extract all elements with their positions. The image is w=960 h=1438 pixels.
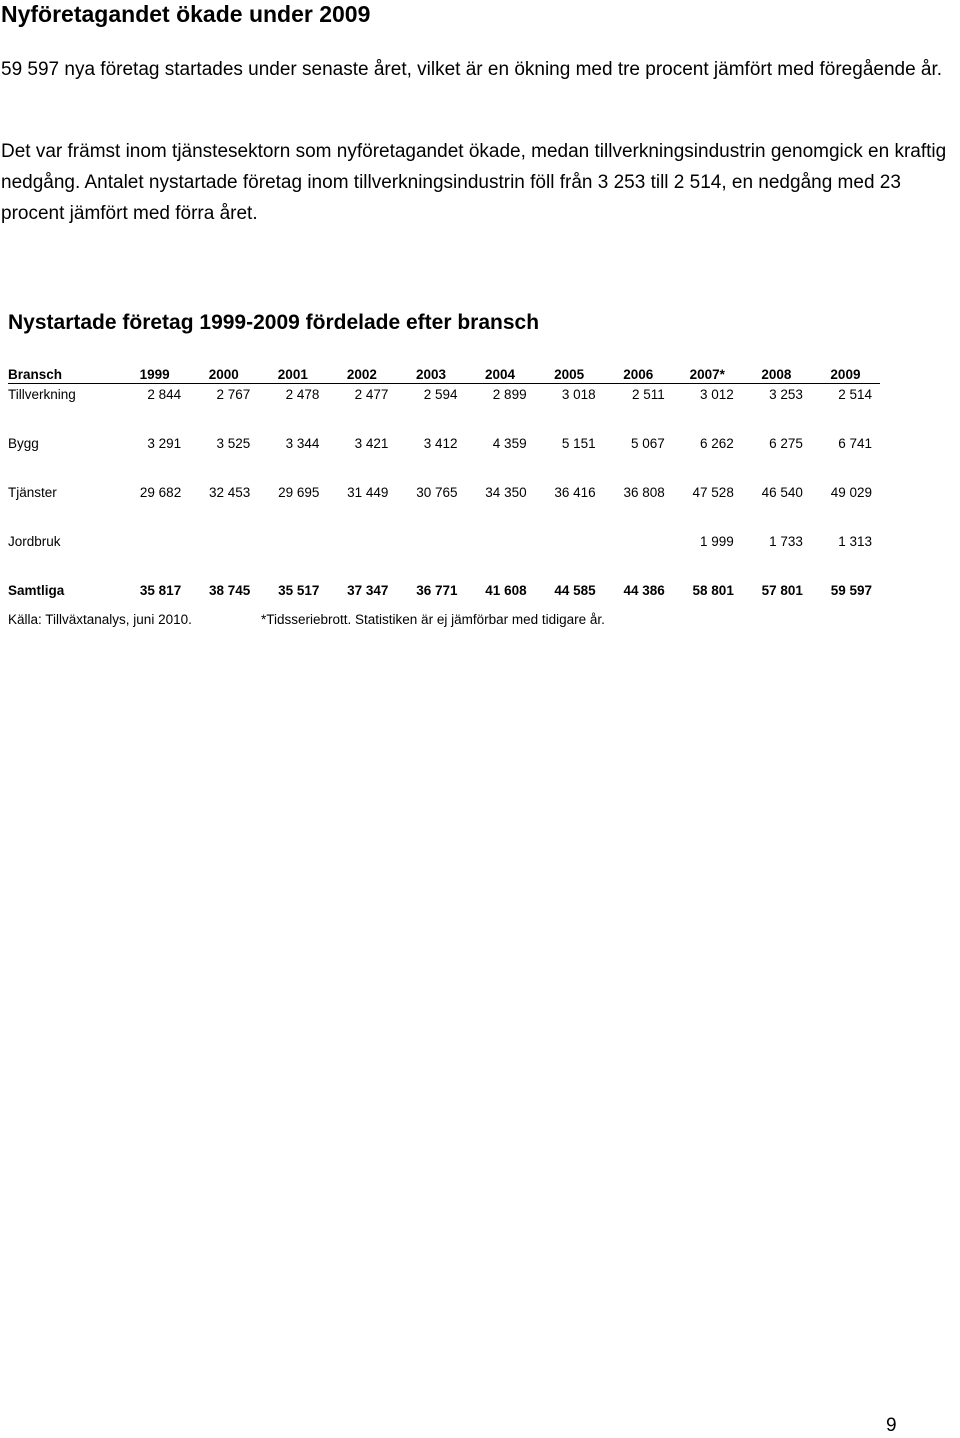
table-cell: 2 767: [216, 387, 251, 402]
column-header-year: 2003: [396, 361, 465, 384]
table-footnote: *Tidsseriebrott. Statistiken är ej jämförbar med tidigare år.: [261, 612, 605, 627]
table-cell: 6 741: [838, 436, 872, 451]
table-cell: 37 347: [347, 583, 389, 598]
table-cell: 4 359: [492, 436, 527, 451]
table-cell: 3 012: [700, 387, 734, 402]
table-cell: 1 313: [838, 534, 872, 549]
table-cell: 3 412: [423, 436, 458, 451]
sector-paragraph: Det var främst inom tjänstesektorn som nyföretagandet ökade, medan tillverkningsindustrin genomgick en kraftig nedgång. Antalet nystartade företag inom tillverkningsindustrin föll från 3 253 till 2 514, en nedgång med 23 procent jämfört med förra året.: [1, 141, 947, 224]
table-body: [8, 384, 880, 629]
page-heading: Nyföretagandet ökade under 2009: [1, 1, 371, 27]
table-cell: [535, 530, 604, 579]
table-cell: 36 808: [623, 485, 665, 500]
table-title: Nystartade företag 1999-2009 fördelade efter bransch: [8, 311, 540, 334]
table-cell: 6 275: [769, 436, 803, 451]
table-cell: [396, 530, 465, 579]
table-cell: 1 733: [769, 534, 803, 549]
table-cell: 2 478: [285, 387, 320, 402]
row-label: Tillverkning: [8, 387, 76, 402]
table-cell: 44 386: [623, 583, 665, 598]
table-cell: 3 344: [285, 436, 320, 451]
table-cell: 2 899: [492, 387, 527, 402]
table-cell: 46 540: [761, 485, 803, 500]
table-cell: [604, 530, 673, 579]
column-header-year: 2000: [189, 361, 258, 384]
table-source: Källa: Tillväxtanalys, juni 2010.: [8, 612, 192, 627]
column-header-year: 2006: [604, 361, 673, 384]
table-cell: 36 416: [554, 485, 596, 500]
table-cell: 29 682: [139, 485, 182, 500]
table-cell: [258, 530, 327, 579]
table-cell: 35 517: [278, 583, 320, 598]
table-cell: 41 608: [485, 583, 527, 598]
table-cell: 5 067: [630, 436, 665, 451]
table-cell: 57 801: [761, 583, 803, 598]
startups-by-sector-table: [8, 361, 880, 628]
column-header-year: 2007*: [673, 361, 742, 384]
table-cell: [466, 530, 535, 579]
page-number: 9: [886, 1415, 897, 1436]
row-label: Samtliga: [8, 583, 65, 598]
row-label: Bygg: [8, 436, 39, 451]
table-cell: 6 262: [700, 436, 734, 451]
table-cell: 5 151: [561, 436, 596, 451]
table-row: [8, 481, 880, 530]
table-cell: [189, 530, 258, 579]
column-header-year: 2008: [742, 361, 811, 384]
table-cell: 49 029: [830, 485, 872, 500]
row-label: Jordbruk: [8, 534, 61, 549]
row-label: Tjänster: [8, 485, 57, 500]
column-header-year: 2002: [327, 361, 396, 384]
table-row: [8, 384, 880, 433]
table-row: [8, 432, 880, 481]
column-header-year: 2001: [258, 361, 327, 384]
intro-paragraph: 59 597 nya företag startades under senaste året, vilket är en ökning med tre procent jämfört med föregående år.: [1, 59, 943, 80]
table-cell: 3 421: [354, 436, 389, 451]
table-cell: 59 597: [830, 583, 872, 598]
table-cell: 38 745: [208, 583, 251, 598]
column-header-year: 1999: [120, 361, 189, 384]
column-header-year: 2009: [811, 361, 880, 384]
column-header-year: 2005: [535, 361, 604, 384]
table-cell: 1 999: [700, 534, 734, 549]
table-cell: 29 695: [278, 485, 320, 500]
table-cell: 2 514: [838, 387, 872, 402]
table-cell: 47 528: [692, 485, 734, 500]
table-cell: [120, 530, 189, 579]
table-cell: 32 453: [208, 485, 251, 500]
table-cell: 44 585: [554, 583, 596, 598]
column-header-bransch: Bransch: [8, 361, 120, 384]
table-cell: 58 801: [692, 583, 734, 598]
table-cell: 30 765: [416, 485, 458, 500]
table-cell: 2 511: [631, 387, 665, 402]
table-cell: 2 477: [354, 387, 389, 402]
table-cell: 2 594: [423, 387, 458, 402]
table-row: [8, 530, 880, 579]
table-cell: 35 817: [139, 583, 182, 598]
table-cell: [327, 530, 396, 579]
table-cell: 34 350: [485, 485, 527, 500]
table-header-row: [8, 361, 880, 384]
table-cell: 3 018: [561, 387, 596, 402]
table-cell: 3 253: [769, 387, 803, 402]
table-cell: 3 525: [216, 436, 251, 451]
table-cell: 3 291: [147, 436, 182, 451]
table-cell: 2 844: [147, 387, 182, 402]
column-header-year: 2004: [466, 361, 535, 384]
table-cell: 36 771: [416, 583, 458, 598]
table-cell: 31 449: [347, 485, 389, 500]
